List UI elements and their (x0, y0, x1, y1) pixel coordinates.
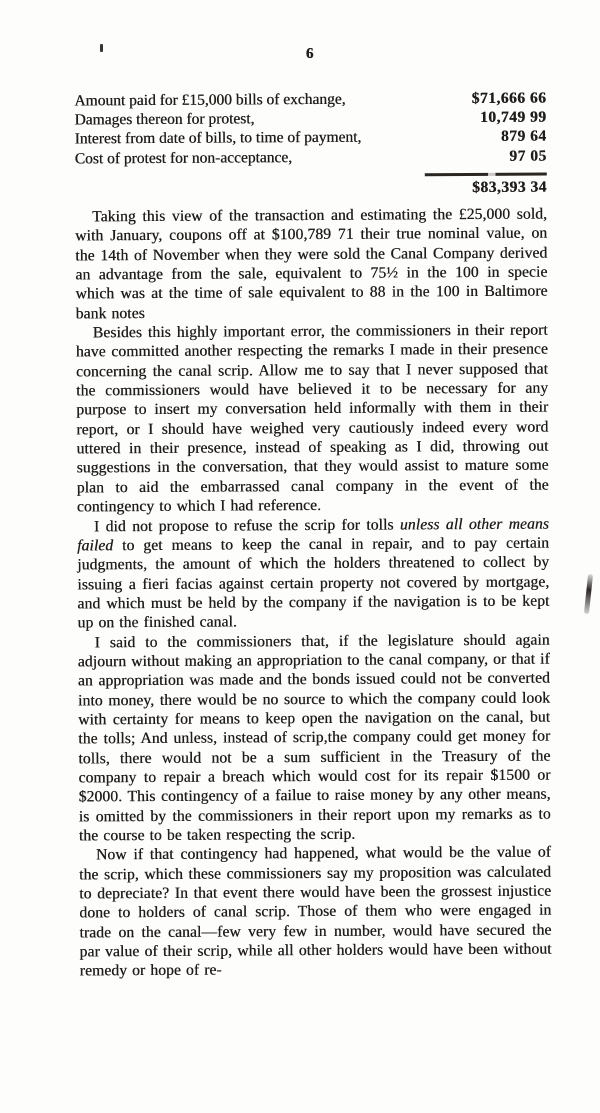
paragraph: Besides this highly important error, the commissioners in their report have committed another respecting the remarks I made in their presence concerning the canal scrip. Allow me to say that I never supposed that the commissioners would have believed it to be necessary for any purpose to insert my conversation held informally with them in their report, or I should have weighed very cautiously indeed every word uttered in their presence, instead of speaking as I did, throwing out suggestions in the conversation, that they would assist to mature some plan to aid the embarrassed canal company in the event of the contingency to which I had reference. (75, 321, 549, 516)
paragraph: I said to the commissioners that, if the legislature should again adjourn without making an appropriation to the canal company, or that if an appropriation was made and the bonds issued could not be converted into money, there would be no source to which the company could look with certainty for means to keep open the navigation on the canal, but the tolls; And unless, instead of scrip,the company could get money for tolls, there would not be a sum sufficient in the Treasury of the company to repair a breach which would cost for its repair $1500 or $2000. This contingency of a failue to raise money by any other means, is omitted by the commissioners in their report upon my remarks as to the course to be taken respecting the scrip. (77, 631, 551, 845)
body-text (75, 205, 552, 982)
account-amount: 879 64 (500, 127, 547, 146)
paragraph-text: to get means to keep the canal in repair, and to pay certain judgments, the amount of which the holders threatened to collect by issuing a fieri facias against certain property not covered by mortgage, and which must be held by the company if the navigation is to be kept up on the finished canal. (77, 534, 550, 632)
paragraph-italic-text: unless all other means failed (76, 515, 549, 555)
page-content (74, 45, 552, 982)
ink-speck (584, 574, 593, 614)
account-amount: $71,666 66 (471, 89, 547, 108)
account-row (75, 146, 547, 168)
account-label: Amount paid for £15,000 bills of exchange, (74, 90, 346, 110)
account-label: Interest from date of bills, to time of payment, (74, 129, 362, 148)
account-row (74, 89, 546, 111)
account-statement (74, 89, 547, 200)
sum-rule (425, 172, 547, 176)
account-label: Cost of protest for non-acceptance, (74, 148, 293, 168)
paragraph: Taking this view of the transaction and estimating the £25,000 sold, with January, coupons off at $100,789 71 their true nominal value, on the 14th of November when they were sold the Canal Company derived an advantage from the sale, equivalent to 75½ in the 100 in specie which was at the time of sale equivalent to 88 in the 100 in Baltimore bank notes (75, 205, 548, 323)
account-amount: 97 05 (509, 147, 547, 165)
account-amount: 10,749 99 (479, 108, 547, 127)
paragraph-text: I did not propose to refuse the scrip for tolls (93, 515, 400, 535)
paragraph (77, 514, 550, 633)
page-number: 6 (305, 45, 315, 63)
account-total: $83,393 34 (472, 178, 547, 196)
paragraph: Now if that contingency had happened, what would be the value of the scrip, which these commissioners say my proposition was calculated to depreciate? In that event there would have been the grossest injustice done to holders of canal scrip. Those of them who were engaged in trade on the canal—few very few in number, would have secured the par value of their scrip, while all other holders would have been without remedy or hope of re- (79, 843, 552, 980)
account-label: Damages thereon for protest, (74, 110, 255, 129)
